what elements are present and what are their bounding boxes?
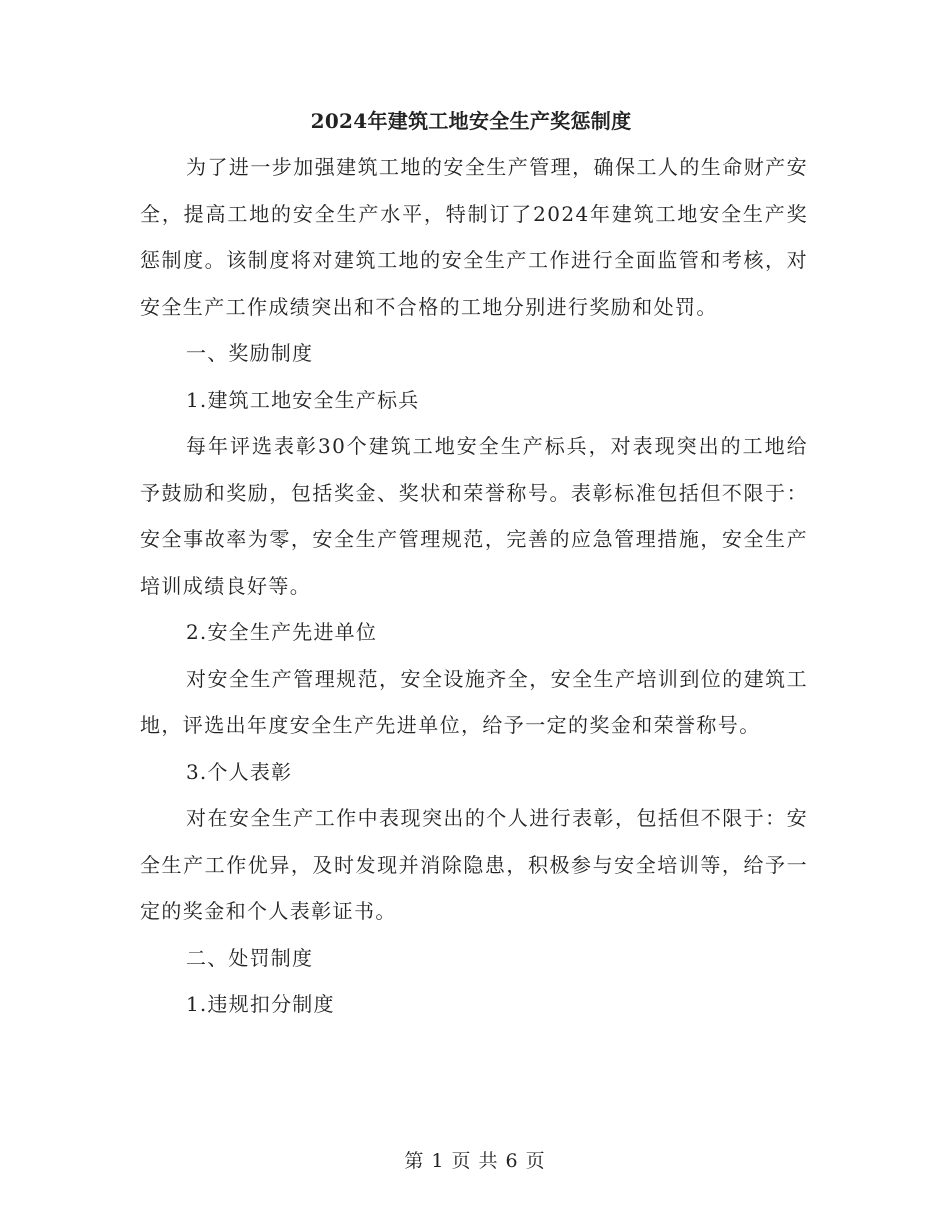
document-title: 2024年建筑工地安全生产奖惩制度 (310, 109, 632, 133)
subsection-heading-individual-award: 3.个人表彰 (186, 759, 293, 784)
subsection-heading-advanced-unit: 2.安全生产先进单位 (186, 620, 378, 644)
section-heading-rewards: 一、奖励制度 (186, 341, 314, 365)
subsection-heading-violation-points: 1.违规扣分制度 (186, 992, 335, 1016)
document-body (140, 98, 808, 1028)
section-heading-penalties: 二、处罚制度 (186, 945, 314, 970)
subsection-heading-safety-model: 1.建筑工地安全生产标兵 (186, 387, 420, 412)
intro-paragraph: 为了进一步加强建筑工地的安全生产管理，确保工人的生命财产安全，提高工地的安全生产水平，特制订了2024年建筑工地安全生产奖惩制度。该制度将对建筑工地的安全生产工作进行全面监管和考核，对安全生产工作成绩突出和不合格的工地分别进行奖励和处罚。 (140, 155, 808, 319)
individual-award-paragraph: 对在安全生产工作中表现突出的个人进行表彰，包括但不限于：安全生产工作优异，及时发现并消除隐患，积极参与安全培训等，给予一定的奖金和个人表彰证书。 (140, 806, 808, 923)
page-number-footer: 第 1 页 共 6 页 (404, 1150, 546, 1172)
advanced-unit-paragraph: 对安全生产管理规范，安全设施齐全，安全生产培训到位的建筑工地，评选出年度安全生产先进单位，给予一定的奖金和荣誉称号。 (140, 666, 808, 737)
safety-model-paragraph: 每年评选表彰30个建筑工地安全生产标兵，对表现突出的工地给予鼓励和奖励，包括奖金、奖状和荣誉称号。表彰标准包括但不限于：安全事故率为零，安全生产管理规范，完善的应急管理措施，安全生产培训成绩良好等。 (140, 434, 808, 598)
